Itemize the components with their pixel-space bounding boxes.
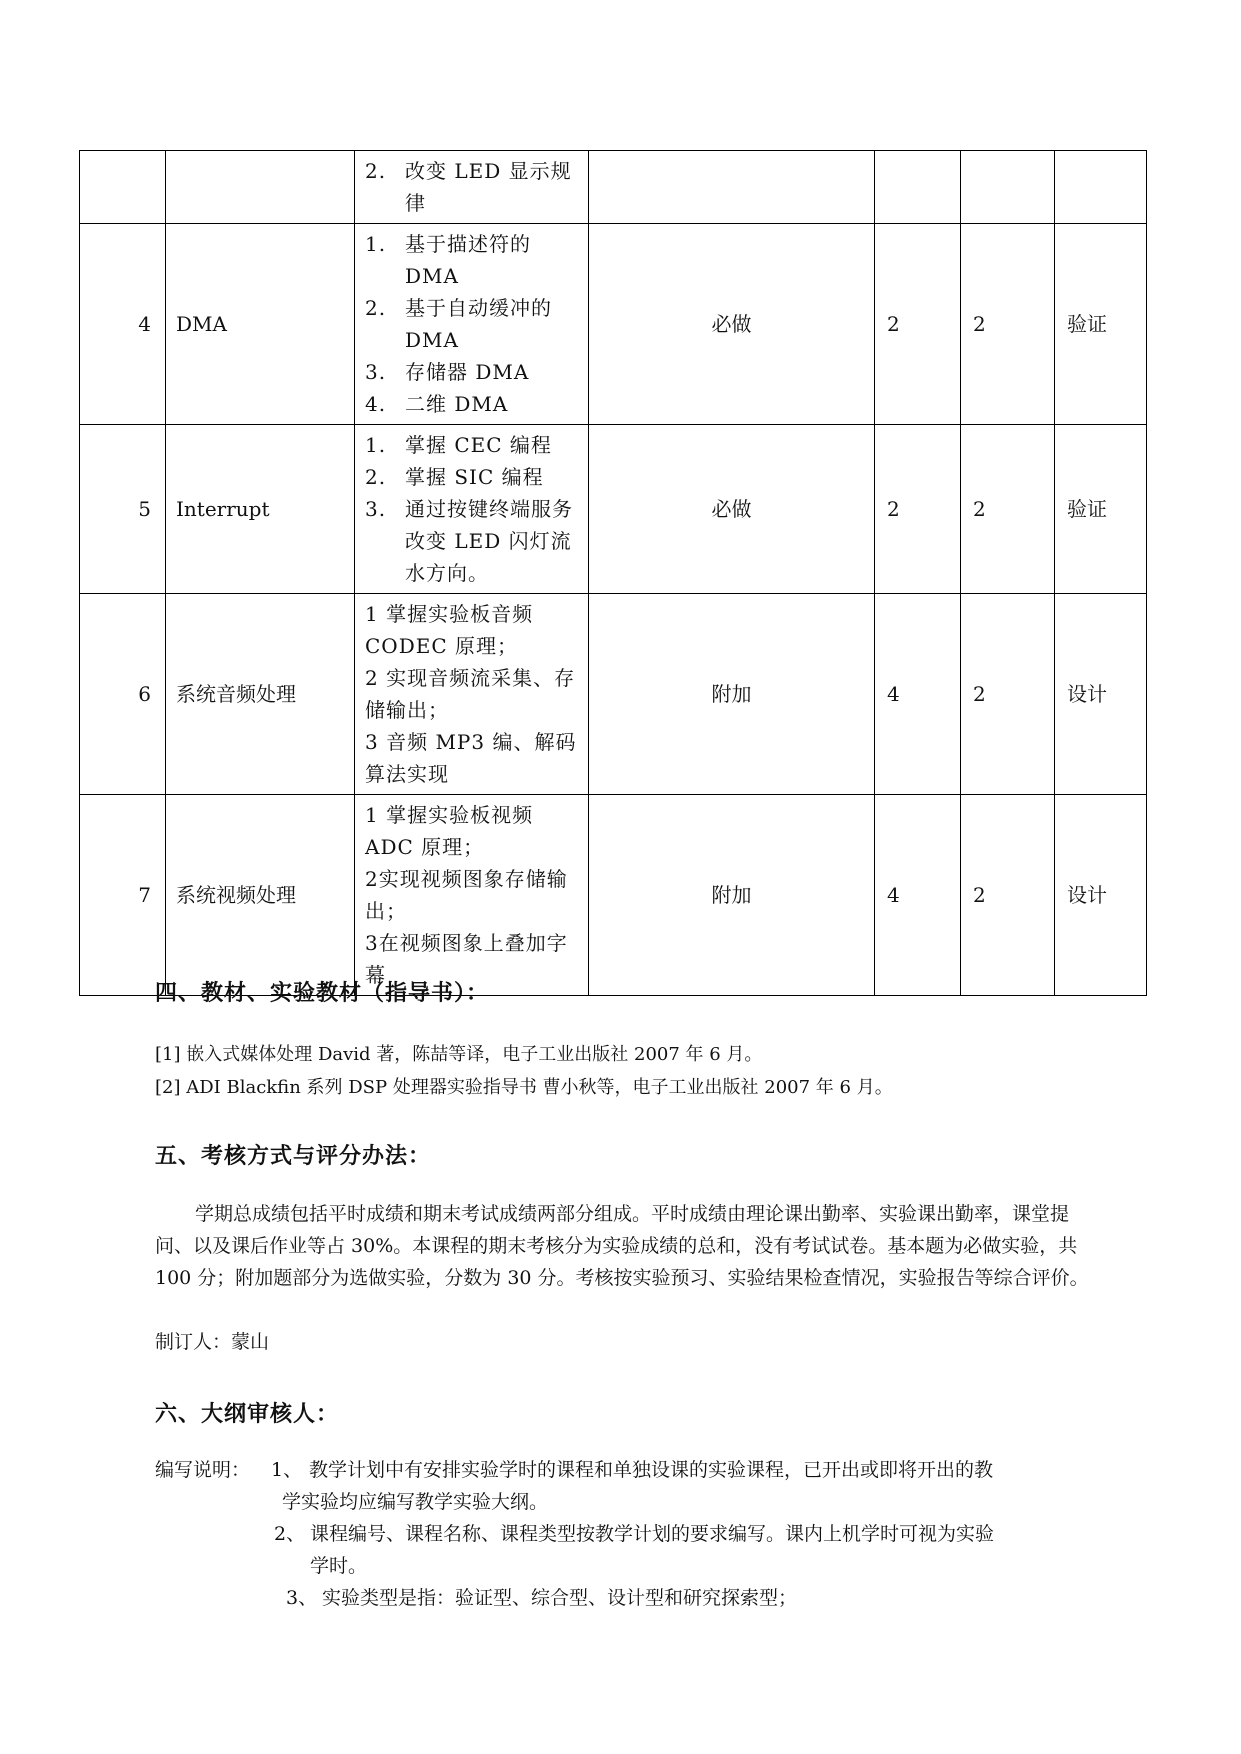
cell-no <box>80 151 166 224</box>
cell-content <box>355 594 589 795</box>
content-item: 3. 通过按键终端服务改变 LED 闪灯流水方向。 <box>365 497 573 585</box>
cell-people: 2 <box>961 425 1055 594</box>
note-3-num: 3、 <box>286 1587 318 1609</box>
cell-hours: 4 <box>875 795 961 996</box>
section-5-heading: 五、考核方式与评分办法： <box>155 1144 432 1169</box>
experiment-table <box>79 150 1147 996</box>
cell-content <box>355 425 589 594</box>
content-item: 3 音频 MP3 编、解码算法实现 <box>365 730 577 786</box>
cell-hours: 4 <box>875 594 961 795</box>
notes-label: 编写说明： <box>155 1459 251 1481</box>
section-4-heading: 四、教材、实验教材（指导书）： <box>155 981 490 1006</box>
cell-no: 5 <box>80 425 166 594</box>
cell-type: 设计 <box>1055 795 1147 996</box>
cell-requirement: 必做 <box>589 425 875 594</box>
cell-requirement: 附加 <box>589 795 875 996</box>
table-row <box>80 795 1147 996</box>
note-2-line2: 学时。 <box>310 1555 368 1577</box>
cell-people: 2 <box>961 224 1055 425</box>
cell-type <box>1055 151 1147 224</box>
cell-content <box>355 224 589 425</box>
table-row <box>80 224 1147 425</box>
cell-hours <box>875 151 961 224</box>
reference-2: [2] ADI Blackfin 系列 DSP 处理器实验指导书 曹小秋等，电子工业出版社 2007 年 6 月。 <box>155 1077 893 1098</box>
cell-no: 4 <box>80 224 166 425</box>
content-item: 2. 掌握 SIC 编程 <box>365 465 544 489</box>
cell-requirement <box>589 151 875 224</box>
content-item: 2 实现音频流采集、存储输出； <box>365 666 576 722</box>
table-row <box>80 425 1147 594</box>
content-item: 4. 二维 DMA <box>365 392 509 416</box>
cell-people: 2 <box>961 594 1055 795</box>
reference-1: [1] 嵌入式媒体处理 David 著，陈喆等译，电子工业出版社 2007 年 6 月。 <box>155 1044 763 1065</box>
content-item: 1. 掌握 CEC 编程 <box>365 433 552 457</box>
cell-type: 验证 <box>1055 224 1147 425</box>
note-1-line1: 教学计划中有安排实验学时的课程和单独设课的实验课程，已开出或即将开出的教 <box>309 1459 994 1481</box>
cell-requirement: 附加 <box>589 594 875 795</box>
author-line: 制订人：蒙山 <box>155 1331 270 1353</box>
content-item: 1. 基于描述符的 DMA <box>365 232 531 288</box>
cell-no: 7 <box>80 795 166 996</box>
content-item: 2. 改变 LED 显示规律 <box>365 159 572 215</box>
cell-type: 验证 <box>1055 425 1147 594</box>
content-item: 3. 存储器 DMA <box>365 360 530 384</box>
table-row <box>80 594 1147 795</box>
cell-content <box>355 795 589 996</box>
cell-content <box>355 151 589 224</box>
cell-requirement: 必做 <box>589 224 875 425</box>
cell-type: 设计 <box>1055 594 1147 795</box>
content-item: 1 掌握实验板音频 CODEC 原理； <box>365 602 534 658</box>
table-row <box>80 151 1147 224</box>
assessment-paragraph: 学期总成绩包括平时成绩和期末考试成绩两部分组成。平时成绩由理论课出勤率、实验课出勤率，课堂提问、以及课后作业等占 30%。本课程的期末考核分为实验成绩的总和，没有考试试卷。基本题为必做实验，共 100 分；附加题部分为选做实验，分数为 30 分。考核按实验预习、实验结果检查情况，实验报告等综合评价。 <box>155 1203 1089 1289</box>
note-3-line1: 实验类型是指：验证型、综合型、设计型和研究探索型； <box>322 1587 798 1609</box>
cell-people: 2 <box>961 795 1055 996</box>
note-1-line2: 学实验均应编写教学实验大纲。 <box>282 1491 549 1513</box>
cell-no: 6 <box>80 594 166 795</box>
content-item: 2. 基于自动缓冲的 DMA <box>365 296 552 352</box>
content-item: 2实现视频图象存储输出； <box>365 867 568 923</box>
note-1-num: 1、 <box>271 1459 303 1481</box>
content-item: 3在视频图象上叠加字幕 <box>365 931 568 987</box>
note-2-num: 2、 <box>274 1523 306 1545</box>
cell-hours: 2 <box>875 224 961 425</box>
cell-name: Interrupt <box>166 425 355 594</box>
cell-name: 系统视频处理 <box>166 795 355 996</box>
cell-people <box>961 151 1055 224</box>
content-item: 1 掌握实验板视频 ADC 原理； <box>365 803 534 859</box>
cell-name: 系统音频处理 <box>166 594 355 795</box>
cell-name: DMA <box>166 224 355 425</box>
cell-hours: 2 <box>875 425 961 594</box>
section-6-heading: 六、大纲审核人： <box>155 1402 340 1427</box>
cell-name <box>166 151 355 224</box>
note-2-line1: 课程编号、课程名称、课程类型按教学计划的要求编写。课内上机学时可视为实验 <box>310 1523 995 1545</box>
